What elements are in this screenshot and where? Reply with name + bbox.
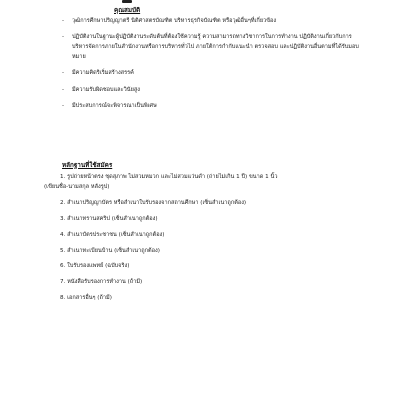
- document-item-number: 6.: [60, 263, 66, 270]
- document-item: [44, 173, 364, 193]
- qualification-text: ปฏิบัติงานในฐานะผู้ปฏิบัติงานระดับต้นที่ต้องใช้ความรู้ ความสามารถทางวิชาการในการทำงาน ปฏิบัติงานเกี่ยวกับการบริหารจัดการภายในสำนักงานหรือการบริหารทั่วไป ภายใต้การกำกับแนะนำ ตรวจสอบ และปฏิบัติงานอื่นตามที่ได้รับมอบหมาย: [72, 34, 359, 61]
- cropped-text-fragment: [122, 0, 132, 3]
- qualification-text: วุฒิการศึกษาปริญญาตรี นิติศาสตรบัณฑิต บริหารธุรกิจบัณฑิต หรือวุฒิอื่นๆที่เกี่ยวข้อง: [72, 18, 277, 24]
- document-item-number: 7.: [60, 279, 66, 286]
- bullet-mark: -: [62, 18, 65, 24]
- bullet-mark: -: [62, 103, 65, 109]
- qualifications-heading: คุณสมบัติ: [114, 7, 141, 14]
- qualification-item: [62, 69, 362, 79]
- document-item-number: 3.: [60, 215, 66, 222]
- document-item-text: หนังสือรับรองการทำงาน (ถ้ามี): [67, 279, 143, 286]
- document-item: [44, 247, 364, 257]
- document-item: [44, 262, 364, 272]
- document-item: [44, 278, 364, 288]
- document-item-continuation: (เขียนชื่อ-นามสกุล หลังรูป): [44, 183, 110, 190]
- qualification-text: มีประสบการณ์จะพิจารณาเป็นพิเศษ: [72, 103, 157, 109]
- document-item-number: 5.: [60, 247, 66, 254]
- document-item-text: สำเนาทรานสคริป (เซ็นสำเนาถูกต้อง): [67, 215, 158, 222]
- bullet-mark: -: [62, 70, 65, 77]
- document-item: [44, 215, 364, 225]
- bullet-mark: -: [62, 86, 65, 93]
- qualification-item: [62, 33, 362, 63]
- document-item-text: รูปถ่ายหน้าตรง ชุดสุภาพ ไม่สวมหมวก และไม่สวมแว่นดำ (ถ่ายไม่เกิน 1 ปี) ขนาด 1 นิ้ว: [67, 174, 278, 180]
- qualification-item: [62, 102, 362, 112]
- qualification-item: [62, 17, 362, 27]
- document-item: [44, 231, 364, 241]
- qualifications-list: [62, 17, 362, 118]
- documents-list: [44, 173, 364, 310]
- document-item-text: เอกสารอื่นๆ (ถ้ามี): [67, 295, 112, 302]
- bullet-mark: -: [62, 34, 65, 41]
- document-item-number: 2.: [60, 199, 66, 206]
- document-item-number: 4.: [60, 231, 66, 238]
- document-item-text: สำเนาทะเบียนบ้าน (เซ็นสำเนาถูกต้อง): [67, 247, 160, 254]
- documents-heading: หลักฐานที่ใช้สมัคร: [62, 162, 113, 169]
- qualification-text: มีความรับผิดชอบและวินัยสูง: [72, 86, 140, 93]
- document-item-text: สำเนาปริญญาบัตร หรือสำเนาใบรับรองจากสถานศึกษา (เซ็นสำเนาถูกต้อง): [67, 199, 247, 206]
- qualification-text: มีความคิดริเริ่มสร้างสรรค์: [72, 70, 134, 77]
- document-item-text: สำเนาบัตรประชาชน (เซ็นสำเนาถูกต้อง): [67, 231, 165, 238]
- document-item-text: ใบรับรองแพทย์ (ฉบับจริง): [67, 263, 130, 270]
- qualification-item: [62, 86, 362, 96]
- document-item-number: 8.: [60, 295, 66, 302]
- document-item: [44, 294, 364, 304]
- document-item-number: 1.: [60, 174, 66, 180]
- document-item: [44, 199, 364, 209]
